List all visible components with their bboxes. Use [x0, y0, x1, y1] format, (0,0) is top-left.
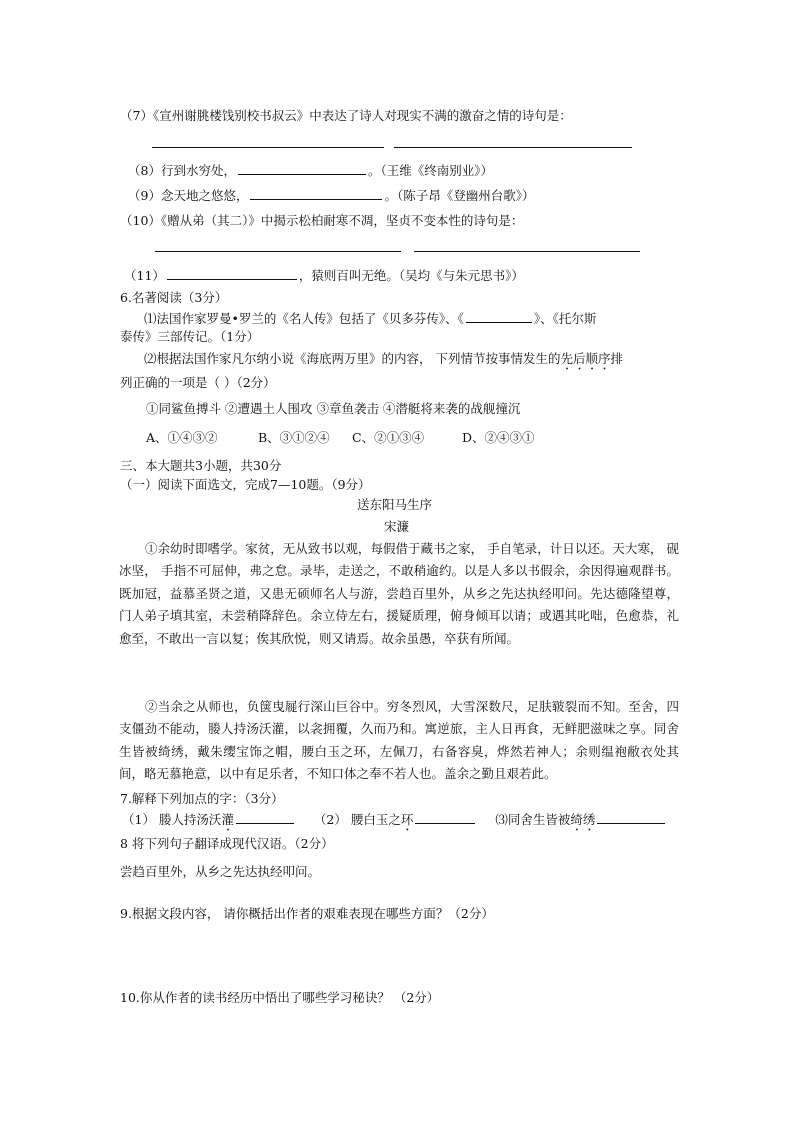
q11-prefix: （11）	[124, 268, 165, 283]
q7b-b-prefix: （2） 腰白玉之	[313, 812, 401, 827]
q7b-items	[122, 810, 667, 834]
q7b-c-blank[interactable]	[597, 810, 665, 824]
essay-paragraph-2: ②当余之从师也，负箧曳屣行深山巨谷中。穷冬烈风，大雪深数尺，足肤皲裂而不知。至舍，四支僵劲不能动，媵人持汤沃灌，以衾拥覆，久而乃和。寓逆旅，主人日再食，无鲜肥滋味之享。同舍生皆被绮绣，戴朱缨宝饰之帽，腰白玉之环，左佩刀，右备容臭，烨然若神人；余则缊袍敝衣处其间，略无慕艳意，以中有足乐者，不知口体之奉不若人也。盖余之勤且艰若此。	[119, 699, 679, 782]
q8-line	[128, 161, 493, 180]
q8b-sentence: 尝趋百里外，从乡之先达执经叩问。	[120, 864, 321, 879]
q8b-title: 8 将下列句子翻译成现代汉语。（2分）	[120, 836, 334, 851]
q7b-b-dot: 环	[400, 812, 414, 827]
s6-option-a[interactable]: A、①④③②	[146, 430, 218, 445]
s6-p1-blank[interactable]	[466, 309, 532, 323]
s6-p2-a: ⑵根据法国作家凡尔纳小说《海底两万里》的内容， 下列情节按事情发生的	[144, 351, 561, 366]
q7-answer-line-1[interactable]	[152, 147, 384, 148]
s6-p2-line2: 列正确的一项是（ ）（2分）	[120, 375, 276, 390]
essay-paragraph-1: ①余幼时即嗜学。家贫，无从致书以观，每假借于藏书之家， 手自笔录，计日以还。天大寒， 砚冰坚， 手指不可屈伸，弗之怠。录毕，走送之，不敢稍逾约。以是人多以书假余，余因得遍观群书。 既加冠，益慕圣贤之道，又患无硕师名人与游，尝趋百里外，从乡之先达执经叩问。先达德隆望尊，门人弟子填其室，未尝稍降辞色。余立侍左右，援疑质理，俯身倾耳以请；或遇其叱咄，色愈恭，礼愈至，不敢出一言以复；俟其欣悦，则又请焉。故余虽愚，卒获有所闻。	[119, 541, 679, 646]
q10-answer-line-2[interactable]	[414, 251, 640, 252]
s6-p2-line1	[144, 350, 623, 373]
s6-p2-emphasis: 先后顺序	[560, 351, 611, 366]
s6-p1-line1	[144, 309, 596, 328]
q7b-a-blank[interactable]	[236, 810, 294, 824]
essay-title: 送东阳马生序	[357, 497, 433, 512]
q9-line	[128, 186, 534, 205]
q9-blank[interactable]	[250, 186, 382, 200]
s6-p1-line2: 泰传》三部传记。（1分）	[120, 329, 260, 344]
s6-p2-b: 排	[610, 351, 624, 366]
s6-option-d[interactable]: D、②④③①	[462, 430, 535, 445]
s6-option-c[interactable]: C、②①③④	[352, 430, 425, 445]
s3-title: 三、本大题共3小题，共30分	[120, 458, 282, 473]
q8-blank[interactable]	[238, 161, 366, 175]
q9b-title: 9.根据文段内容， 请你概括出作者的艰难表现在哪些方面？（2分）	[120, 906, 494, 921]
s6-p1-b: 》、《托尔斯	[533, 311, 597, 326]
q7b-c-prefix: ⑶同舍生皆被	[495, 812, 571, 827]
q11-line	[124, 266, 524, 285]
q10-answer-line-1[interactable]	[155, 251, 401, 252]
q7b-title: 7.解释下列加点的字：（3分）	[120, 791, 284, 806]
q7-prompt: （7）《宣州谢朓楼饯别校书叔云》中表达了诗人对现实不满的激奋之情的诗句是：	[120, 108, 572, 123]
q9-suffix: 。（陈子昂《登幽州台歌》）	[384, 188, 535, 203]
s6-option-b[interactable]: B、③①②④	[258, 430, 330, 445]
s6-p1-a: ⑴法国作家罗曼•罗兰的《名人传》包括了《贝多芬传》、《	[144, 311, 464, 326]
q8-suffix: 。（王维《终南别业》）	[367, 163, 493, 178]
q11-suffix: ，猿则百叫无绝。（吴均《与朱元思书》）	[298, 268, 524, 283]
s3-subtitle: （一）阅读下面选文，完成7—10题。（9分）	[120, 477, 371, 492]
q7b-a-prefix: （1） 媵人持汤沃	[122, 812, 222, 827]
s6-items: ①同鲨鱼搏斗 ②遭遇土人围攻 ③章鱼袭击 ④潜艇将来袭的战舰撞沉	[146, 401, 521, 416]
q9-prefix: （9）念天地之悠悠，	[128, 188, 249, 203]
s6-title: 6.名著阅读（3分）	[120, 290, 228, 305]
q8-prefix: （8）行到水穷处，	[128, 163, 236, 178]
q10-prompt: （10）《赠从弟（其二）》中揭示松柏耐寒不凋，坚贞不变本性的诗句是：	[120, 213, 524, 228]
q7b-a-dot: 灌	[221, 812, 234, 827]
q7b-b-blank[interactable]	[415, 810, 475, 824]
q7b-c-dot: 绮绣	[570, 812, 596, 827]
q10b-title: 10.你从作者的读书经历中悟出了哪些学习秘诀？ （2分）	[120, 990, 440, 1005]
q11-blank[interactable]	[167, 266, 297, 280]
essay-author: 宋濂	[384, 519, 410, 534]
q7-answer-line-2[interactable]	[394, 147, 632, 148]
